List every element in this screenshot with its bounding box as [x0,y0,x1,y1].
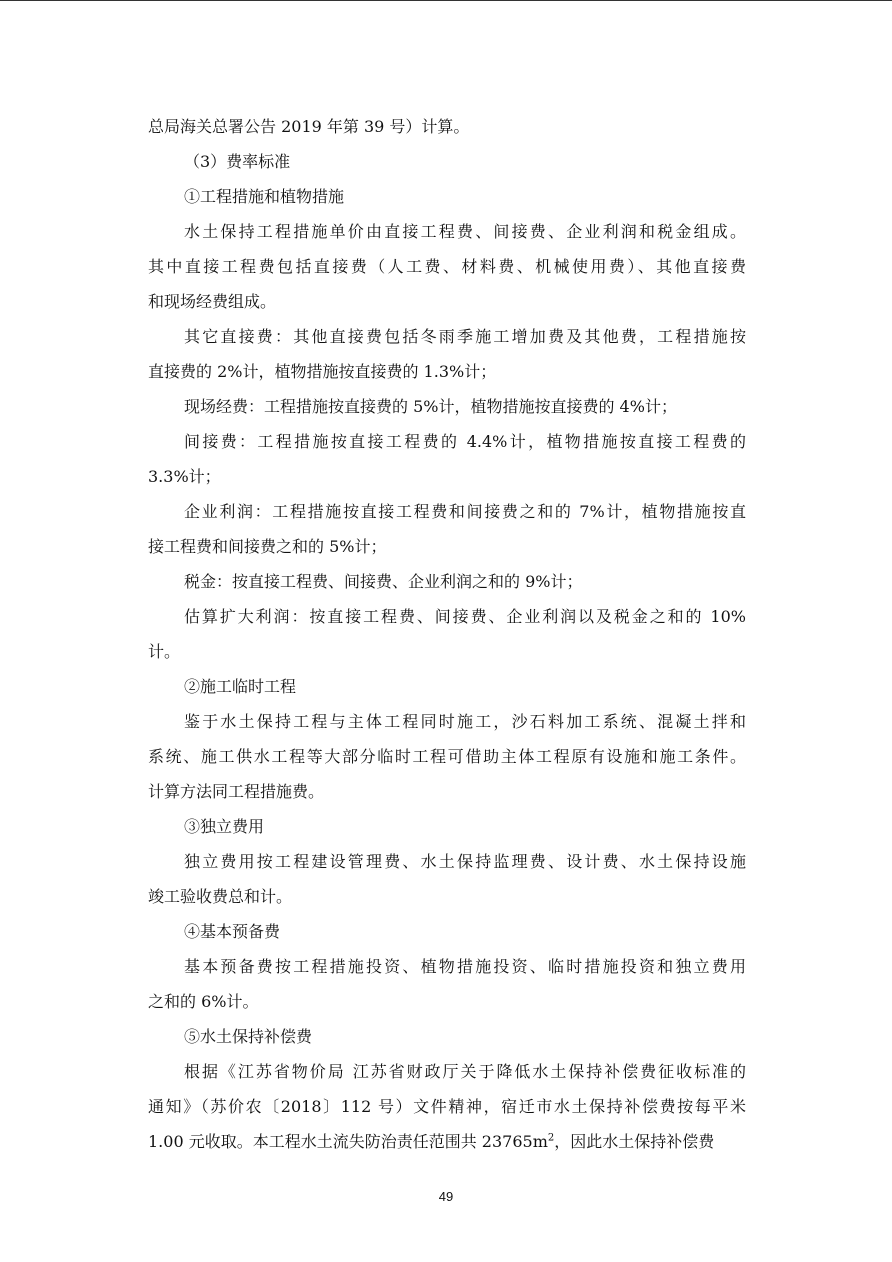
text-line: 其它直接费：其他直接费包括冬雨季施工增加费及其他费，工程措施按 [184,327,746,346]
text-line: 根据《江苏省物价局 江苏省财政厅关于降低水土保持补偿费征收标准的 [184,1062,746,1081]
text-line: 水土保持工程措施单价由直接工程费、间接费、企业利润和税金组成。 [184,222,746,241]
text-line: 总局海关总署公告 2019 年第 39 号）计算。 [148,117,470,136]
subsection-heading: ⑤水土保持补偿费 [184,1027,313,1046]
text-line: 现场经费：工程措施按直接费的 5%计，植物措施按直接费的 4%计； [184,397,677,416]
text-line: 独立费用按工程建设管理费、水土保持监理费、设计费、水土保持设施 [184,852,746,871]
subsection-heading: ③独立费用 [184,817,265,836]
text-line: 通知》（苏价农〔2018〕112 号）文件精神，宿迁市水土保持补偿费按每平米 [148,1097,746,1116]
text-line: 和现场经费组成。 [148,292,277,311]
text-line: 其中直接工程费包括直接费（人工费、材料费、机械使用费）、其他直接费 [148,257,746,276]
superscript: 2 [547,1132,555,1144]
text-line: 直接费的 2%计，植物措施按直接费的 1.3%计； [148,362,497,381]
text-line: 系统、施工供水工程等大部分临时工程可借助主体工程原有设施和施工条件。 [148,747,746,766]
text-line [148,1124,746,1160]
text-line: 估算扩大利润：按直接工程费、间接费、企业利润以及税金之和的 10% [184,607,746,626]
text-line: 计算方法同工程措施费。 [148,782,325,801]
text-line: 税金：按直接工程费、间接费、企业利润之和的 9%计； [184,572,583,591]
page-number: 49 [438,1189,454,1204]
subsection-heading: ①工程措施和植物措施 [184,187,345,206]
text-line: 间接费：工程措施按直接工程费的 4.4%计，植物措施按直接工程费的 [184,432,746,451]
text-segment: ，因此水土保持补偿费 [554,1132,715,1151]
subsection-heading: ④基本预备费 [184,922,281,941]
section-heading: （3）费率标准 [184,152,291,171]
text-line: 计。 [148,642,181,661]
text-line: 接工程费和间接费之和的 5%计； [148,537,387,556]
text-line: 竣工验收费总和计。 [148,887,293,906]
text-line: 企业利润：工程措施按直接工程费和间接费之和的 7%计，植物措施按直 [184,502,746,521]
text-line: 3.3%计； [148,467,221,486]
subsection-heading: ②施工临时工程 [184,677,297,696]
text-line: 基本预备费按工程措施投资、植物措施投资、临时措施投资和独立费用 [184,957,746,976]
text-line: 之和的 6%计。 [148,992,259,1011]
text-line: 鉴于水土保持工程与主体工程同时施工，沙石料加工系统、混凝土拌和 [184,712,746,731]
text-segment: 1.00 元收取。本工程水土流失防治责任范围共 23765m [148,1132,548,1151]
